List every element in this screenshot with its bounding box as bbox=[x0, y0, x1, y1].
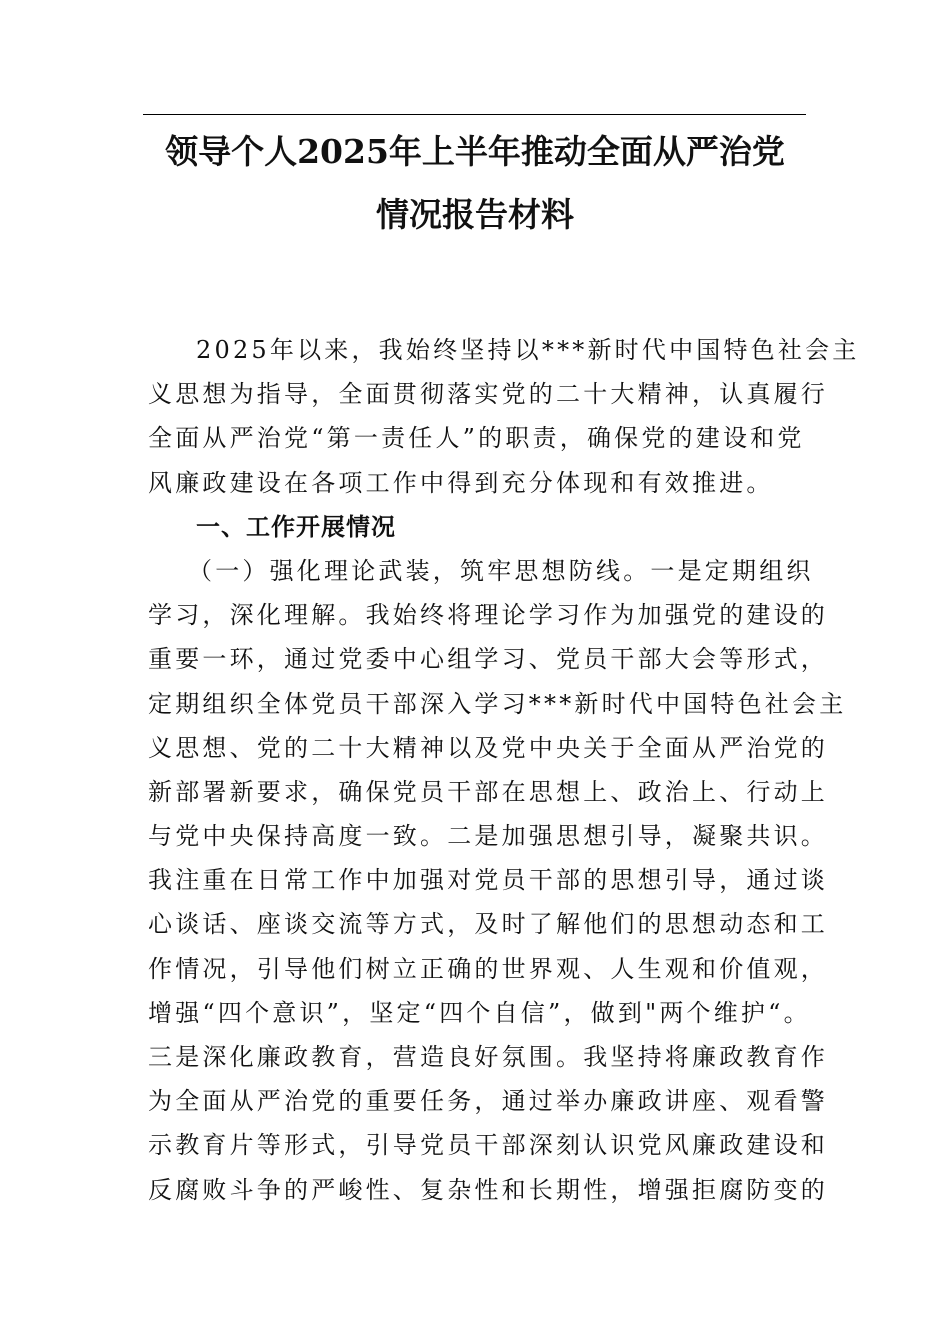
paragraph-line: 重要一环，通过党委中心组学习、党员干部大会等形式， bbox=[148, 645, 828, 674]
paragraph-line: 与党中央保持高度一致。二是加强思想引导，凝聚共识。 bbox=[148, 822, 828, 851]
paragraph-line: 反腐败斗争的严峻性、复杂性和长期性，增强拒腐防变的 bbox=[148, 1175, 828, 1204]
paragraph-line: 我注重在日常工作中加强对党员干部的思想引导，通过谈 bbox=[148, 866, 828, 895]
paragraph-line: 为全面从严治党的重要任务，通过举办廉政讲座、观看警 bbox=[148, 1087, 828, 1116]
document-title-line-2: 情况报告材料 bbox=[376, 195, 574, 234]
paragraph-line: 新部署新要求，确保党员干部在思想上、政治上、行动上 bbox=[148, 777, 828, 806]
paragraph-line: （一）强化理论武装，筑牢思想防线。一是定期组织 bbox=[188, 556, 814, 585]
paragraph-line: 义思想、党的二十大精神以及党中央关于全面从严治党的 bbox=[148, 733, 828, 762]
paragraph-line: 全面从严治党“第一责任人”的职责，确保党的建设和党 bbox=[148, 424, 805, 453]
document-body bbox=[148, 328, 860, 1212]
document-title-line-1: 领导个人2025年上半年推动全面从严治党 bbox=[165, 132, 785, 171]
section-heading: 一、工作开展情况 bbox=[196, 512, 396, 541]
paragraph-line: 增强“四个意识”，坚定“四个自信”，做到"两个维护“。 bbox=[148, 998, 811, 1027]
header-rule bbox=[143, 114, 806, 115]
paragraph-line: 示教育片等形式，引导党员干部深刻认识党风廉政建设和 bbox=[148, 1131, 828, 1160]
paragraph-line: 义思想为指导，全面贯彻落实党的二十大精神，认真履行 bbox=[148, 380, 828, 409]
paragraph-line: 定期组织全体党员干部深入学习***新时代中国特色社会主 bbox=[148, 689, 847, 718]
paragraph-line: 心谈话、座谈交流等方式，及时了解他们的思想动态和工 bbox=[148, 910, 828, 939]
paragraph-line: 风廉政建设在各项工作中得到充分体现和有效推进。 bbox=[148, 468, 774, 497]
paragraph-line: 2025年以来，我始终坚持以***新时代中国特色社会主 bbox=[196, 336, 860, 364]
paragraph-line: 作情况，引导他们树立正确的世界观、人生观和价值观， bbox=[148, 954, 828, 983]
paragraph-line: 学习，深化理解。我始终将理论学习作为加强党的建设的 bbox=[148, 601, 828, 630]
paragraph-line: 三是深化廉政教育，营造良好氛围。我坚持将廉政教育作 bbox=[148, 1043, 828, 1071]
